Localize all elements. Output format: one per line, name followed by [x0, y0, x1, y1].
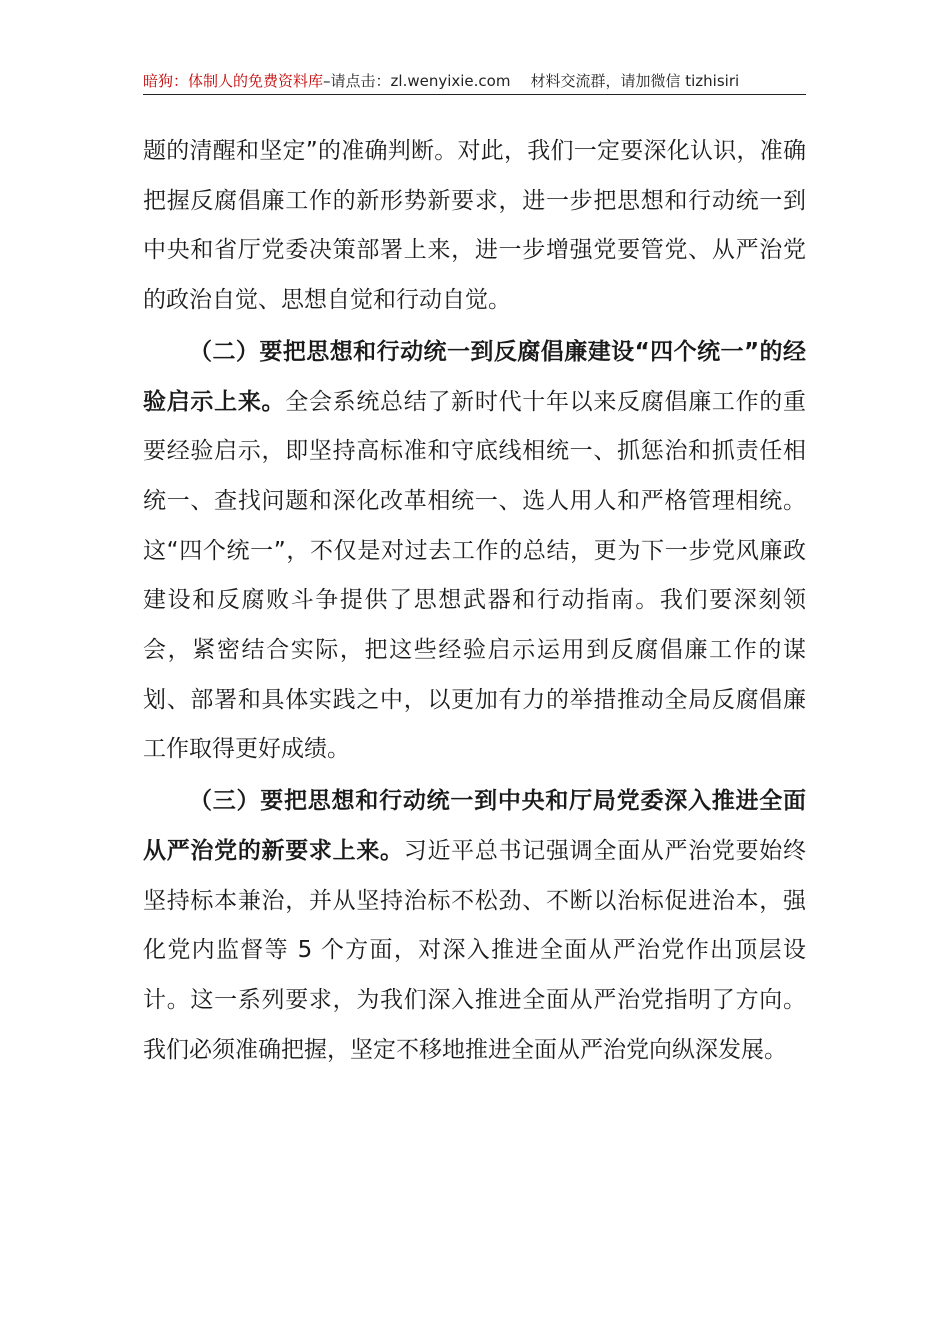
- paragraph-2-text: 全会系统总结了新时代十年以来反腐倡廉工作的重要经验启示，即坚持高标准和守底线相统一、抓惩治和抓责任相统一、查找问题和深化改革相统一、选人用人和严格管理相统。这“四个统一”，不仅是对过去工作的总结，更为下一步党风廉政建设和反腐败斗争提供了思想武器和行动指南。我们要深刻领会，紧密结合实际，把这些经验启示运用到反腐倡廉工作的谋划、部署和具体实践之中，以更加有力的举措推动全局反腐倡廉工作取得更好成绩。: [143, 388, 807, 763]
- page-header: [143, 70, 806, 95]
- paragraph-3-heading: （三）要把思想和行动统一到中央和厅局党委深入推进全面从严治党的新要求上来。: [143, 788, 806, 864]
- paragraph-2: [143, 328, 806, 775]
- paragraph-3: [143, 777, 806, 1075]
- header-brand: 暗狗：体制人的免费资料库: [143, 72, 324, 90]
- document-body: [143, 127, 806, 1075]
- header-site-link[interactable]: zl.wenyixie.com: [390, 72, 511, 90]
- paragraph-3-text: 习近平总书记强调全面从严治党要始终坚持标本兼治，并从坚持治标不松劲、不断以治标促进治本，强化党内监督等 5 个方面，对深入推进全面从严治党作出顶层设计。这一系列要求，为我们深入推进全面从严治党指明了方向。我们必须准确把握，坚定不移地推进全面从严治党向纵深发展。: [143, 837, 807, 1063]
- header-click-hint: –请点击：: [323, 72, 391, 90]
- paragraph-1: [143, 127, 806, 326]
- paragraph-1-text: 题的清醒和坚定”的准确判断。对此，我们一定要深化认识，准确把握反腐倡廉工作的新形势新要求，进一步把思想和行动统一到中央和省厅党委决策部署上来，进一步增强党要管党、从严治党的政治自觉、思想自觉和行动自觉。: [143, 138, 806, 314]
- header-wechat-note: 材料交流群，请加微信 tizhisiri: [530, 72, 740, 90]
- paragraph-2-heading: （二）要把思想和行动统一到反腐倡廉建设“四个统一”的经验启示上来。: [143, 338, 806, 415]
